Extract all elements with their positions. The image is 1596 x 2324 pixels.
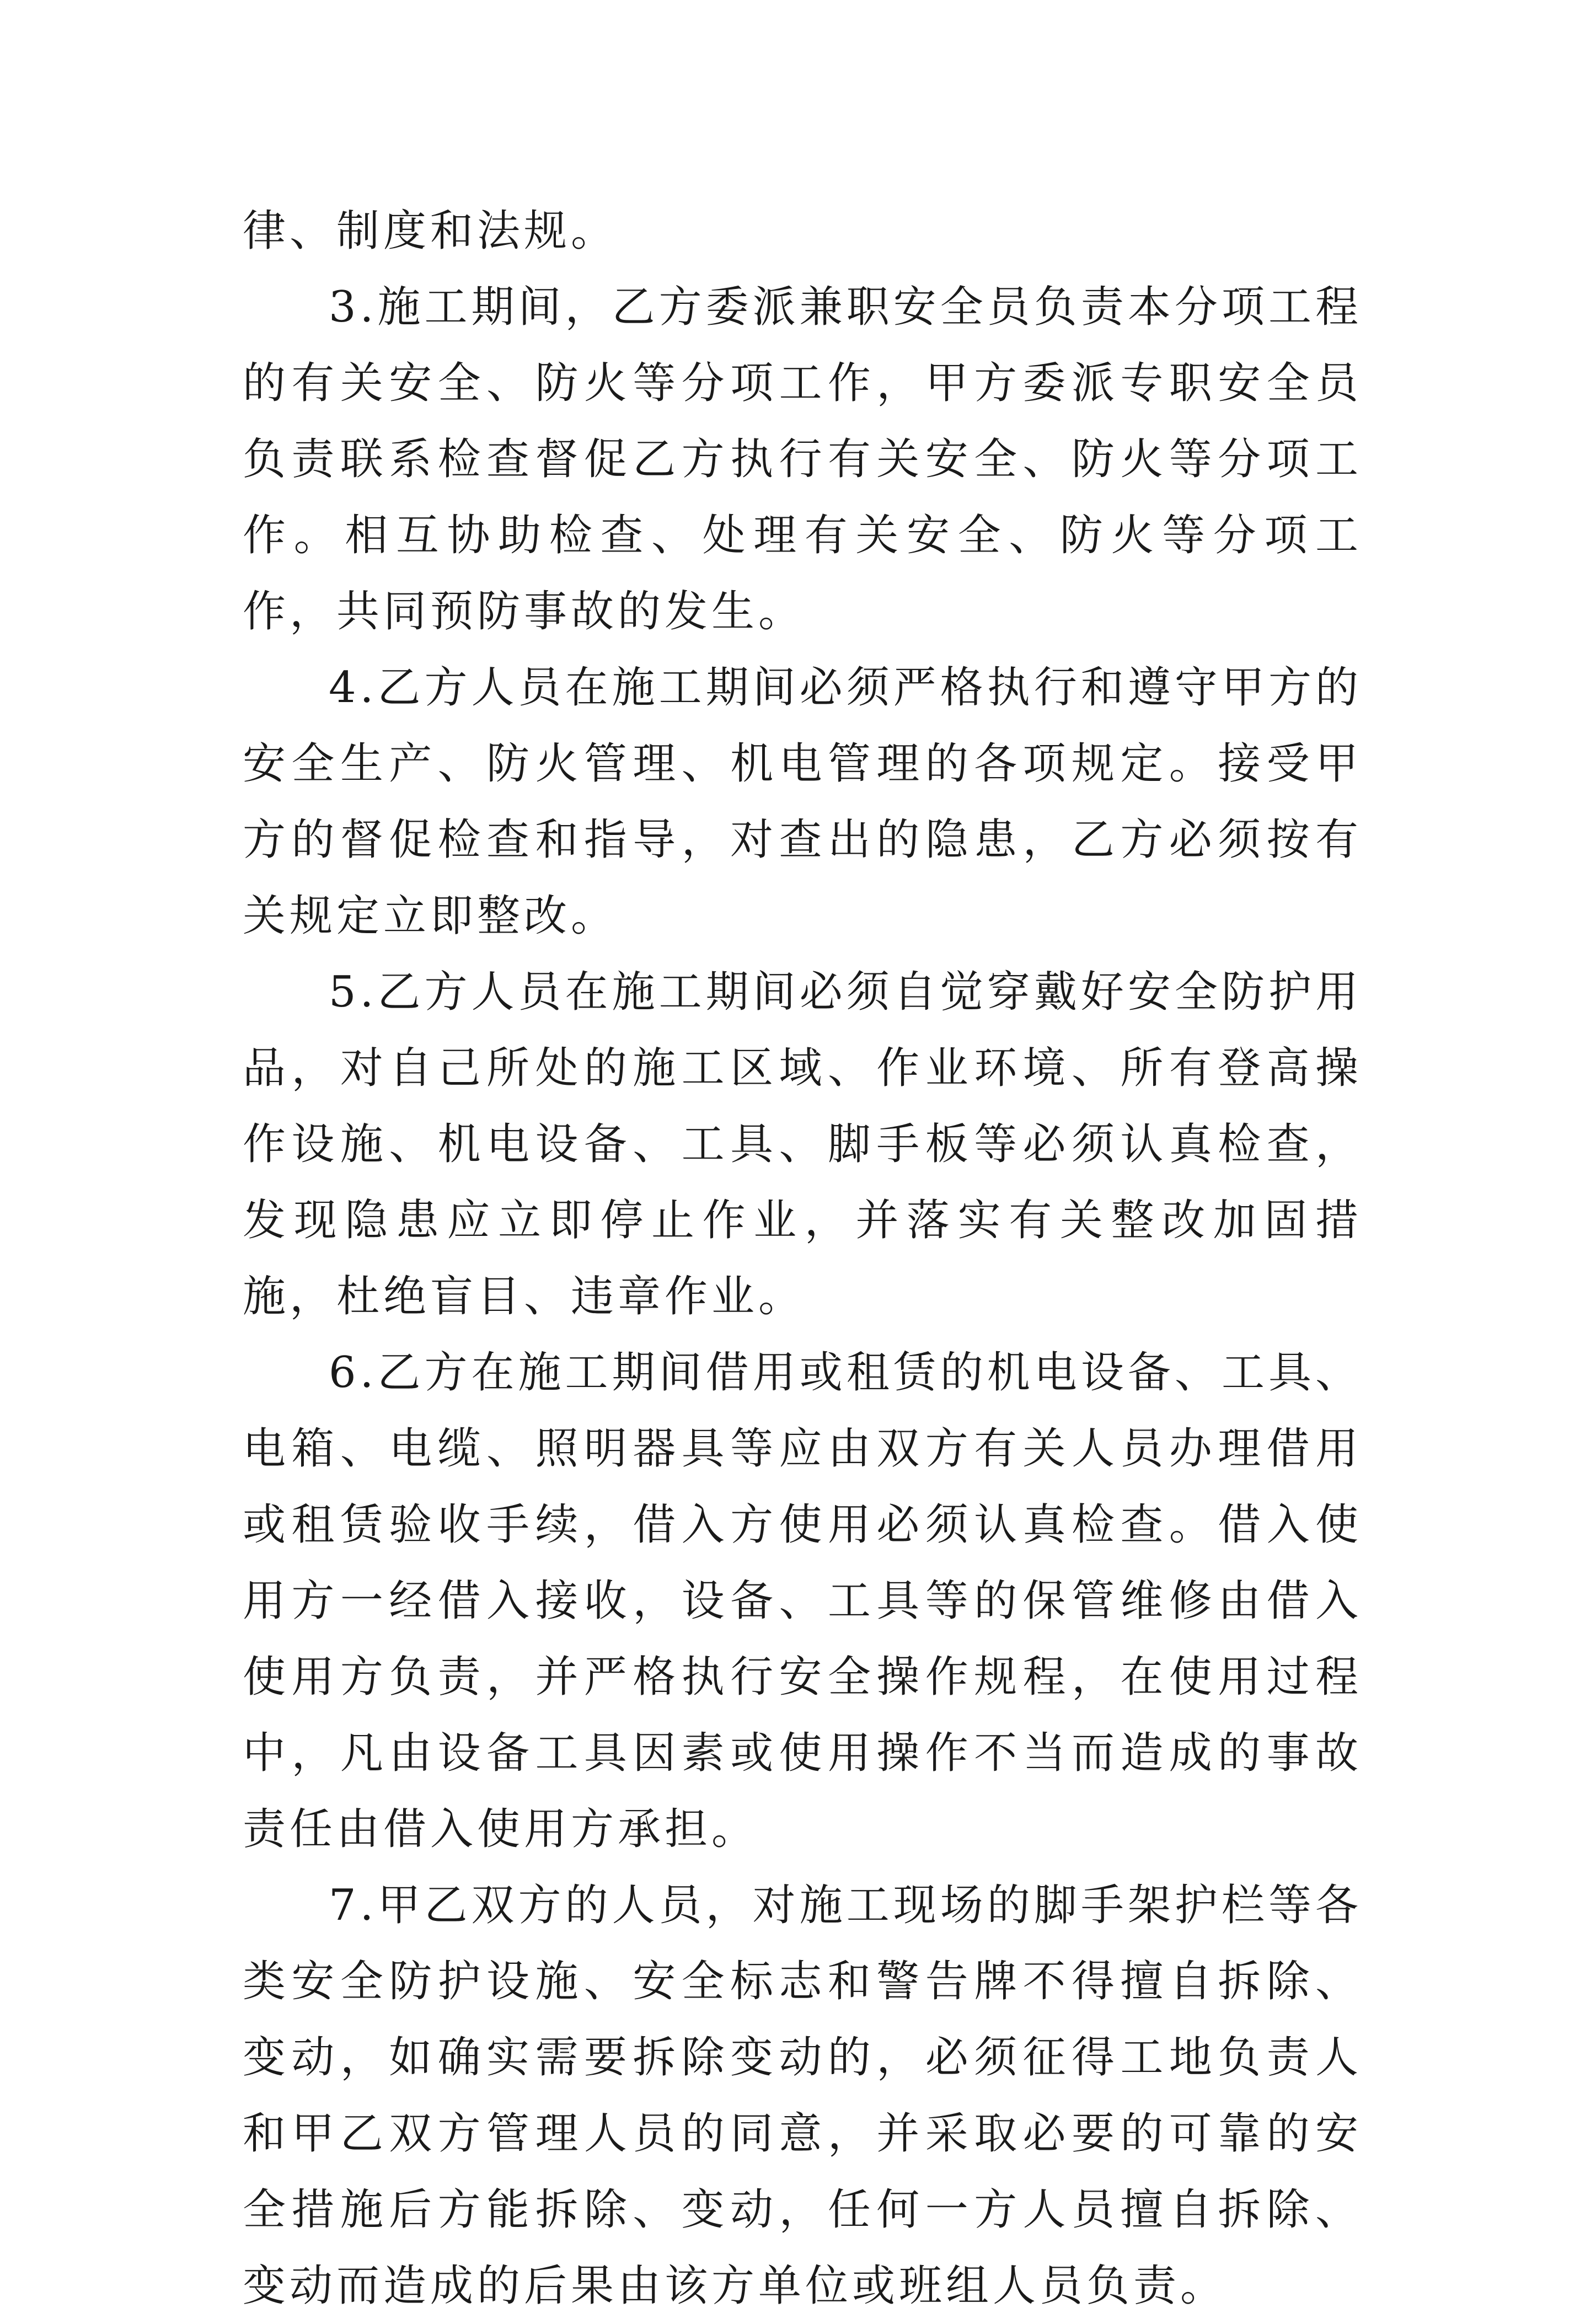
paragraph-continuation: 律、制度和法规。: [243, 206, 618, 256]
document-body: [243, 193, 1362, 2324]
paragraph-item-6: 6.乙方在施工期间借用或租赁的机电设备、工具、电箱、电缆、照明器具等应由双方有关人员办理借用或租赁验收手续，借入方使用必须认真检查。借入使用方一经借入接收，设备、工具等的保管维修由借入使用方负责，并严格执行安全操作规程，在使用过程中，凡由设备工具因素或使用操作不当而造成的事故责任由借入使用方承担。: [243, 1348, 1362, 1854]
paragraph-item-7: 7.甲乙双方的人员，对施工现场的脚手架护栏等各类安全防护设施、安全标志和警告牌不得擅自拆除、变动，如确实需要拆除变动的，必须征得工地负责人和甲乙双方管理人员的同意，并采取必要的可靠的安全措施后方能拆除、变动，任何一方人员擅自拆除、变动而造成的后果由该方单位或班组人员负责。: [243, 1881, 1362, 2311]
paragraph-item-5: 5.乙方人员在施工期间必须自觉穿戴好安全防护用品，对自己所处的施工区域、作业环境、所有登高操作设施、机电设备、工具、脚手板等必须认真检查，发现隐患应立即停止作业，并落实有关整改加固措施，杜绝盲目、违章作业。: [243, 967, 1362, 1321]
paragraph-item-3: 3.施工期间，乙方委派兼职安全员负责本分项工程的有关安全、防火等分项工作，甲方委派专职安全员负责联系检查督促乙方执行有关安全、防火等分项工作。相互协助检查、处理有关安全、防火等分项工作，共同预防事故的发生。: [243, 282, 1362, 636]
paragraph-item-4: 4.乙方人员在施工期间必须严格执行和遵守甲方的安全生产、防火管理、机电管理的各项规定。接受甲方的督促检查和指导，对查出的隐患，乙方必须按有关规定立即整改。: [243, 663, 1362, 941]
